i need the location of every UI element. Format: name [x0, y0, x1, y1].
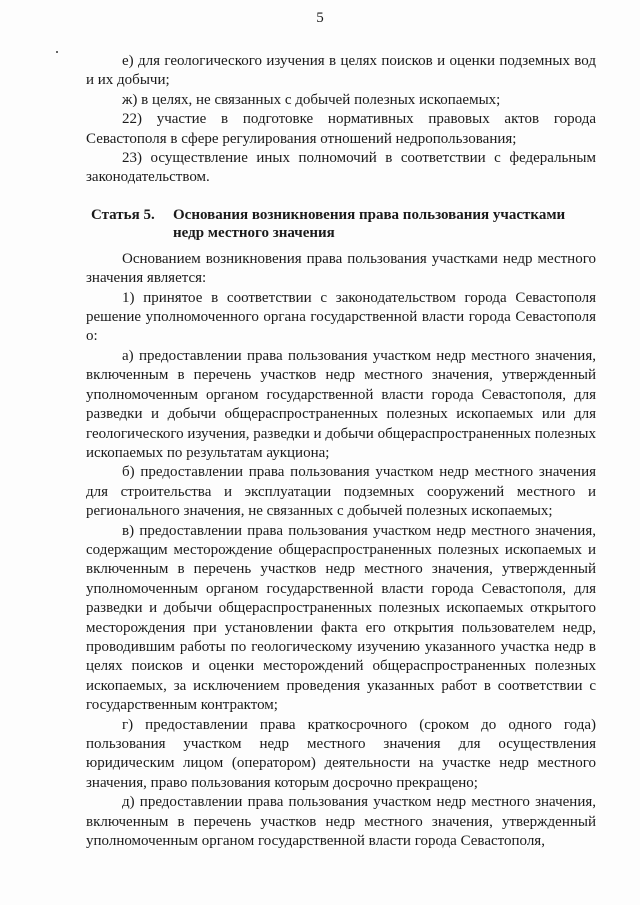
- paragraph-item-g: г) предоставлении права краткосрочного (сроком до одного года) пользования участком недр местного значения для осуществления юридическим лицом (оператором) деятельности на участке недр местного значения, право пользования которым досрочно прекращено;: [86, 716, 596, 791]
- paragraph-item-v: в) предоставлении права пользования участком недр местного значения, содержащим месторождение общераспространенных полезных ископаемых и включенным в перечень участков недр местного значения, утвержденный уполномоченным органом государственной власти города Севастополя, для разведки и добычи общераспространенных полезных ископаемых открытого месторождения при установлении факта его открытия пользователем недр, проводившим работы по геологическому изучению указанного участка недр в целях поисков и оценки месторождений общераспространенных полезных ископаемых, за исключением проведения указанных работ в соответствии с государственным контрактом;: [86, 522, 596, 714]
- article-heading: [86, 206, 596, 242]
- article-title: Основания возникновения права пользования участками недр местного значения: [173, 206, 566, 241]
- page-number: 5: [316, 10, 324, 26]
- paragraph-item-d: д) предоставлении права пользования участком недр местного значения, включенным в перечень участков недр местного значения, утвержденный уполномоченным органом государственной власти города Севастополя,: [86, 794, 596, 850]
- paragraph-item-1: 1) принятое в соответствии с законодательством города Севастополя решение уполномоченного органа государственной власти города Севастополя о:: [86, 289, 596, 345]
- spacer: [86, 188, 596, 206]
- document-body: [86, 52, 596, 851]
- paragraph-item-b: б) предоставлении права пользования участком недр местного значения для строительства и эксплуатации подземных сооружений местного и регионального значения, не связанных с добычей полезных ископаемых;: [86, 464, 596, 520]
- paragraph-item-a: а) предоставлении права пользования участком недр местного значения, включенным в перечень участков недр местного значения, утвержденный уполномоченным органом государственной власти города Севастополя, для разведки и добычи общераспространенных полезных ископаемых или для геологического изучения, разведки и добычи общераспространенных полезных ископаемых по результатам аукциона;: [86, 347, 596, 461]
- spacer: [86, 242, 596, 250]
- paragraph-item-22: 22) участие в подготовке нормативных правовых актов города Севастополя в сфере регулирования отношений недропользования;: [86, 111, 596, 147]
- paragraph-item-23: 23) осуществление иных полномочий в соответствии с федеральным законодательством.: [86, 150, 596, 186]
- paragraph-intro: Основанием возникновения права пользования участками недр местного значения является:: [86, 250, 596, 287]
- paragraph-item-zh: ж) в целях, не связанных с добычей полезных ископаемых;: [122, 91, 501, 108]
- paragraph-item-e: е) для геологического изучения в целях поисков и оценки подземных вод и их добычи;: [86, 53, 596, 89]
- article-label: Статья 5.: [91, 206, 155, 223]
- scan-speck: [56, 51, 58, 53]
